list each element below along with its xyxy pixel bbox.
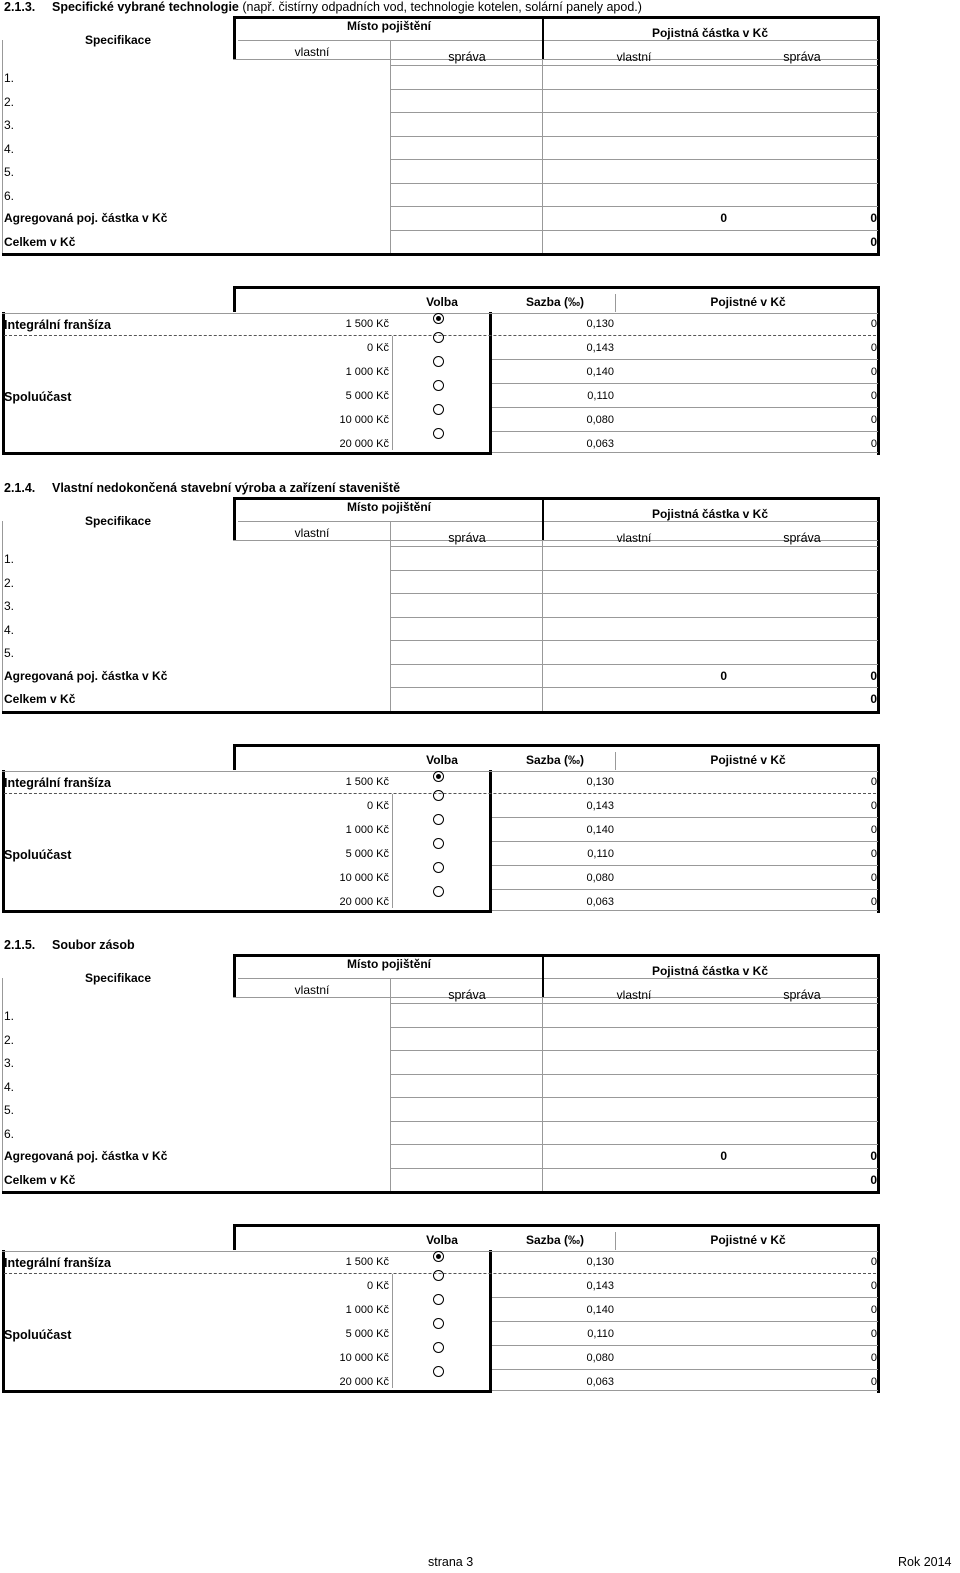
spoluucast-radio[interactable]: [433, 1270, 444, 1281]
misto-pojisteni-header: Místo pojištění: [347, 19, 431, 33]
sprava-header: správa: [448, 531, 486, 545]
table-border: [390, 593, 878, 594]
spoluucast-premium: 0: [870, 895, 877, 908]
table-border: [390, 1168, 878, 1169]
table-border: [492, 1390, 878, 1391]
table-row-number: 4.: [4, 1079, 15, 1094]
spoluucast-label: Spoluúčast: [4, 847, 72, 862]
sprava-header: správa: [448, 988, 486, 1002]
spoluucast-amount: 0 Kč: [366, 1280, 389, 1292]
section-note: (např. čistírny odpadních vod, technologie kotelen, solární panely apod.): [238, 0, 642, 14]
spoluucast-premium: 0: [870, 366, 877, 378]
celkem-label: Celkem v Kč: [4, 692, 76, 706]
sazba-header: Sazba (‰): [525, 752, 584, 767]
section-title: Vlastní nedokončená stavební výroba a zařízení staveniště: [52, 481, 401, 495]
table-border: [877, 497, 880, 711]
spoluucast-radio[interactable]: [433, 814, 444, 825]
table-border: [492, 1321, 878, 1322]
table-border: [2, 978, 3, 1191]
vlastni-header: vlastní: [294, 526, 330, 540]
table-border: [233, 286, 236, 312]
table-border: [492, 1297, 878, 1298]
spoluucast-radio[interactable]: [433, 886, 444, 897]
table-row-number: 2.: [4, 1032, 15, 1047]
table-border: [390, 978, 391, 1191]
specifikace-header: Specifikace: [84, 33, 152, 47]
spoluucast-amount: 1 000 Kč: [345, 366, 389, 378]
celkem-value: 0: [870, 234, 877, 249]
vlastni-header: vlastní: [616, 988, 652, 1002]
table-border: [492, 817, 878, 818]
table-border: [2, 1250, 5, 1393]
table-border: [390, 183, 878, 184]
table-border: [2, 521, 3, 711]
spoluucast-rate: 0,110: [587, 390, 614, 402]
table-border: [390, 1003, 878, 1004]
spoluucast-rate: 0,110: [587, 1328, 614, 1340]
spoluucast-radio[interactable]: [433, 790, 444, 801]
agregovana-castka-vlastni: 0: [720, 211, 727, 225]
section-title: Specifické vybrané technologie: [52, 0, 239, 14]
table-row-number: 4.: [4, 141, 15, 156]
spoluucast-amount: 1 000 Kč: [345, 1304, 389, 1316]
table-border: [392, 1274, 393, 1388]
spoluucast-rate: 0,143: [586, 799, 614, 812]
agregovana-castka-label: Agregovaná poj. částka v Kč: [4, 1149, 168, 1163]
pojistne-header: Pojistné v Kč: [710, 752, 786, 767]
table-border: [392, 794, 393, 908]
spoluucast-premium: 0: [870, 1304, 877, 1316]
table-border: [877, 1224, 880, 1393]
table-border: [492, 359, 878, 360]
table-row-number: 2.: [4, 575, 15, 590]
spoluucast-rate: 0,080: [586, 414, 614, 426]
table-border: [390, 112, 878, 113]
franchise-amount: 1 500 Kč: [345, 775, 389, 788]
spoluucast-premium: 0: [870, 799, 877, 812]
vlastni-header: vlastní: [294, 983, 330, 997]
table-border: [390, 1097, 878, 1098]
vlastni-header: vlastní: [294, 45, 330, 59]
table-border: [492, 889, 878, 890]
table-row-number: 5.: [4, 646, 15, 660]
agregovana-castka-vlastni: 0: [720, 1149, 727, 1163]
spoluucast-premium: 0: [870, 390, 877, 402]
table-border: [492, 431, 878, 432]
table-border: [390, 640, 878, 641]
section-2-1-3: [0, 0, 960, 470]
table-border: [2, 1390, 490, 1393]
table-border: [390, 206, 878, 207]
spoluucast-premium: 0: [870, 414, 877, 426]
table-row-number: 3.: [4, 1056, 15, 1070]
spoluucast-radio[interactable]: [433, 404, 444, 415]
table-border: [492, 407, 878, 408]
table-row-number: 1.: [4, 552, 15, 566]
table-border: [2, 452, 490, 455]
sprava-header: správa: [783, 988, 821, 1002]
spoluucast-rate: 0,080: [586, 871, 614, 884]
pojistne-header: Pojistné v Kč: [710, 295, 786, 309]
integralni-fransiza-label: Integrální franšíza: [4, 775, 111, 790]
spoluucast-amount: 20 000 Kč: [339, 1376, 389, 1388]
spoluucast-amount: 10 000 Kč: [339, 414, 389, 426]
section-heading: [4, 481, 400, 495]
table-border: [233, 744, 236, 770]
spoluucast-amount: 5 000 Kč: [345, 1328, 389, 1340]
table-border: [233, 1224, 236, 1250]
spoluucast-premium: 0: [870, 1352, 877, 1364]
table-row-number: 2.: [4, 94, 15, 109]
table-border: [492, 865, 878, 866]
table-border: [390, 570, 878, 571]
spoluucast-radio[interactable]: [433, 380, 444, 391]
spoluucast-rate: 0,080: [586, 1352, 614, 1364]
spoluucast-amount: 5 000 Kč: [345, 390, 389, 402]
section-heading: [4, 0, 642, 14]
agregovana-castka-sprava: 0: [870, 1149, 877, 1163]
agregovana-castka-sprava: 0: [870, 668, 877, 683]
spoluucast-premium: 0: [870, 1280, 877, 1292]
franchise-radio[interactable]: [433, 313, 444, 324]
spoluucast-rate: 0,063: [586, 895, 614, 908]
table-border: [392, 336, 393, 450]
sprava-header: správa: [448, 50, 486, 64]
section-number: 2.1.5.: [4, 938, 36, 952]
table-border: [492, 1345, 878, 1346]
table-border: [542, 540, 543, 711]
spoluucast-label: Spoluúčast: [4, 390, 72, 404]
table-border: [2, 40, 3, 253]
table-border: [2, 770, 5, 913]
franchise-radio[interactable]: [433, 771, 444, 782]
table-border: [390, 1144, 878, 1145]
table-row-number: 3.: [4, 599, 15, 613]
spoluucast-rate: 0,063: [586, 1376, 614, 1388]
spoluucast-rate: 0,140: [586, 366, 614, 378]
pojistna-castka-header: Pojistná částka v Kč: [651, 507, 769, 521]
spoluucast-rate: 0,143: [586, 342, 614, 354]
table-border: [877, 286, 880, 455]
table-border: [390, 1050, 878, 1051]
spoluucast-amount: 20 000 Kč: [339, 438, 389, 450]
spoluucast-radio[interactable]: [433, 838, 444, 849]
spoluucast-premium: 0: [870, 823, 877, 836]
spoluucast-radio[interactable]: [433, 1318, 444, 1329]
sazba-header: Sazba (‰): [525, 1233, 584, 1247]
franchise-premium: 0: [870, 1256, 877, 1268]
table-row-number: 1.: [4, 71, 15, 85]
table-border: [492, 1369, 878, 1370]
celkem-value: 0: [870, 692, 877, 706]
agregovana-castka-vlastni: 0: [720, 668, 727, 683]
misto-pojisteni-header: Místo pojištění: [347, 500, 431, 514]
table-border: [390, 136, 878, 137]
table-border: [2, 1191, 880, 1194]
table-border: [390, 1121, 878, 1122]
specifikace-header: Specifikace: [84, 971, 152, 985]
spoluucast-radio[interactable]: [433, 428, 444, 439]
franchise-amount: 1 500 Kč: [345, 1256, 389, 1268]
celkem-label: Celkem v Kč: [4, 234, 76, 249]
pojistne-header: Pojistné v Kč: [710, 1233, 786, 1247]
vlastni-header: vlastní: [616, 50, 652, 64]
table-border: [238, 521, 878, 522]
table-row-number: 1.: [4, 1009, 15, 1023]
table-border: [238, 978, 878, 979]
table-row-number: 3.: [4, 118, 15, 132]
table-border: [390, 40, 391, 253]
table-row-number: 5.: [4, 1103, 15, 1117]
spoluucast-premium: 0: [870, 1328, 877, 1340]
franchise-radio[interactable]: [433, 1251, 444, 1262]
integralni-fransiza-label: Integrální franšíza: [4, 1256, 111, 1270]
pojistna-castka-header: Pojistná částka v Kč: [651, 964, 769, 978]
table-border: [492, 452, 878, 453]
vlastni-header: vlastní: [616, 531, 652, 545]
spoluucast-premium: 0: [870, 847, 877, 860]
spoluucast-rate: 0,143: [586, 1280, 614, 1292]
spoluucast-radio[interactable]: [433, 356, 444, 367]
spoluucast-rate: 0,063: [586, 438, 614, 450]
table-border: [390, 687, 878, 688]
table-border: [2, 711, 880, 714]
table-row-number: 6.: [4, 1126, 15, 1141]
section-heading: [4, 938, 135, 952]
celkem-label: Celkem v Kč: [4, 1172, 76, 1187]
table-border: [2, 910, 490, 913]
sprava-header: správa: [783, 531, 821, 545]
spoluucast-radio[interactable]: [433, 1342, 444, 1353]
table-border: [492, 841, 878, 842]
spoluucast-premium: 0: [870, 438, 877, 450]
table-border: [492, 383, 878, 384]
agregovana-castka-label: Agregovaná poj. částka v Kč: [4, 668, 168, 683]
sazba-header: Sazba (‰): [525, 295, 584, 309]
spoluucast-amount: 20 000 Kč: [339, 895, 389, 908]
spoluucast-radio[interactable]: [433, 862, 444, 873]
volba-header: Volba: [426, 1233, 458, 1247]
spoluucast-premium: 0: [870, 1376, 877, 1388]
table-row-number: 6.: [4, 188, 15, 203]
section-number: 2.1.3.: [4, 0, 36, 14]
spoluucast-amount: 0 Kč: [366, 799, 389, 812]
spoluucast-radio[interactable]: [433, 1366, 444, 1377]
spoluucast-label: Spoluúčast: [4, 1328, 72, 1342]
table-border: [390, 664, 878, 665]
table-border: [390, 546, 878, 547]
misto-pojisteni-header: Místo pojištění: [347, 957, 431, 971]
specifikace-header: Specifikace: [84, 514, 152, 528]
table-border: [233, 1224, 880, 1227]
table-border: [492, 910, 878, 911]
table-border: [390, 1074, 878, 1075]
table-border: [390, 230, 878, 231]
spoluucast-amount: 0 Kč: [366, 342, 389, 354]
table-border: [390, 65, 878, 66]
franchise-rate: 0,130: [586, 1256, 614, 1268]
franchise-rate: 0,130: [586, 318, 614, 330]
spoluucast-radio[interactable]: [433, 1294, 444, 1305]
spoluucast-rate: 0,140: [586, 823, 614, 836]
sprava-header: správa: [783, 50, 821, 64]
pojistna-castka-header: Pojistná částka v Kč: [651, 26, 769, 40]
table-border: [390, 617, 878, 618]
spoluucast-amount: 5 000 Kč: [345, 847, 389, 860]
spoluucast-premium: 0: [870, 871, 877, 884]
section-2-1-4: [0, 481, 960, 951]
spoluucast-rate: 0,140: [586, 1304, 614, 1316]
franchise-amount: 1 500 Kč: [345, 318, 389, 330]
table-border: [233, 286, 880, 289]
agregovana-castka-sprava: 0: [870, 211, 877, 225]
table-row-number: 4.: [4, 622, 15, 637]
table-row-number: 5.: [4, 165, 15, 179]
table-border: [390, 159, 878, 160]
volba-header: Volba: [426, 752, 458, 767]
spoluucast-premium: 0: [870, 342, 877, 354]
year-label: Rok 2014: [898, 1555, 952, 1569]
integralni-fransiza-label: Integrální franšíza: [4, 318, 111, 332]
table-border: [390, 89, 878, 90]
table-border: [2, 253, 880, 256]
table-border: [2, 312, 5, 455]
section-title: Soubor zásob: [52, 938, 135, 952]
spoluucast-amount: 10 000 Kč: [339, 1352, 389, 1364]
franchise-premium: 0: [870, 775, 877, 788]
table-border: [877, 744, 880, 913]
page-number: strana 3: [428, 1555, 474, 1569]
spoluucast-amount: 10 000 Kč: [339, 871, 389, 884]
table-border: [238, 40, 878, 41]
franchise-premium: 0: [870, 318, 877, 330]
table-border: [233, 744, 880, 747]
spoluucast-amount: 1 000 Kč: [345, 823, 389, 836]
spoluucast-rate: 0,110: [587, 847, 614, 860]
section-number: 2.1.4.: [4, 481, 36, 495]
franchise-rate: 0,130: [586, 775, 614, 788]
celkem-value: 0: [870, 1172, 877, 1187]
spoluucast-radio[interactable]: [433, 332, 444, 343]
section-2-1-5: [0, 938, 960, 1408]
volba-header: Volba: [426, 295, 458, 309]
agregovana-castka-label: Agregovaná poj. částka v Kč: [4, 211, 168, 225]
table-border: [390, 1027, 878, 1028]
